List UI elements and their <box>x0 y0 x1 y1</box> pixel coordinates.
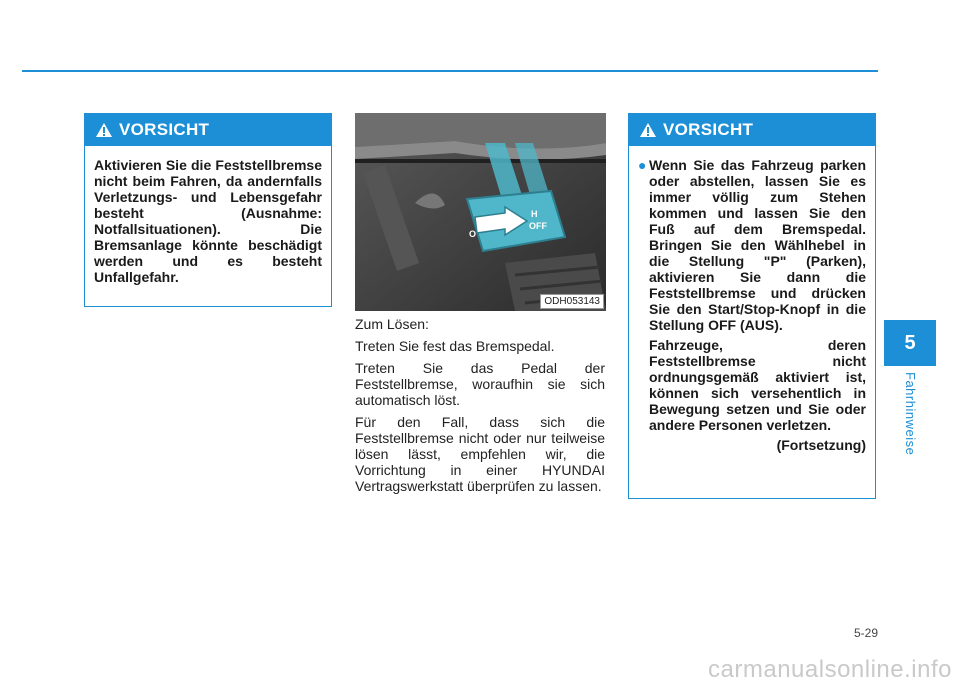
warning-icon <box>639 122 657 138</box>
body-paragraph-2: Treten Sie fest das Bremspedal. <box>355 338 555 354</box>
top-rule <box>22 70 878 72</box>
page-number: 5-29 <box>853 626 878 640</box>
body-paragraph-3: Treten Sie das Pedal der Feststellbremse, woraufhin sie sich automatisch löst. <box>355 360 605 408</box>
caution-title-right: VORSICHT <box>663 120 754 139</box>
caution-bullet-text: Wenn Sie das Fahrzeug parken oder abstellen, lassen Sie es immer völlig zum Stehen kommen und lassen Sie den Fuß auf dem Bremspedal. Bringen Sie den Wählhebel in die Stellung "P" (Parken), aktivieren Sie dann die Feststellbremse und drücken Sie den Start/Stop-Knopf in die Stellung OFF (AUS). <box>649 157 866 333</box>
caution-text-left: Aktivieren Sie die Feststellbremse nicht beim Fahren, da andernfalls Verletzungs- und Lebensgefahr besteht (Ausnahme: Notfallsituationen). Die Bremsanlage könnte beschädigt werden und es besteht Unfallgefahr. <box>94 157 322 285</box>
caution-box-right <box>628 113 876 499</box>
caution-text-right <box>629 146 875 461</box>
body-paragraph-4: Für den Fall, dass sich die Feststellbremse nicht oder nur teilweise lösen lässt, empfehlen wir, die Vorrichtung in einer HYUNDAI Vertragswerkstatt überprüfen zu lassen. <box>355 414 605 494</box>
chapter-tab: 5 <box>884 320 936 366</box>
warning-icon <box>95 122 113 138</box>
bullet-icon: ● <box>638 157 647 173</box>
pedal-label-left: O <box>469 229 477 239</box>
pedal-label-top: H <box>531 209 538 219</box>
caution-box-left <box>84 113 332 307</box>
caution-paragraph: Fahrzeuge, deren Feststellbremse nicht ordnungsgemäß aktiviert ist, können sich versehentlich in Bewegung setzen und Sie oder andere Personen verletzen. <box>649 337 866 433</box>
continued-label: (Fortsetzung) <box>776 437 866 453</box>
caution-bullet <box>638 157 866 333</box>
body-paragraph-1: Zum Lösen: <box>355 316 429 332</box>
caution-title-left: VORSICHT <box>119 120 210 139</box>
figure-code: ODH053143 <box>540 294 604 309</box>
caution-header-left <box>85 114 331 146</box>
body-text <box>355 316 605 500</box>
parking-brake-illustration <box>355 113 606 311</box>
pedal-label-bottom: OFF <box>529 221 547 231</box>
watermark: carmanualsonline.info <box>708 656 952 683</box>
chapter-label: Fahrhinweise <box>903 372 918 456</box>
caution-header-right <box>629 114 875 146</box>
parking-brake-figure <box>355 113 606 311</box>
